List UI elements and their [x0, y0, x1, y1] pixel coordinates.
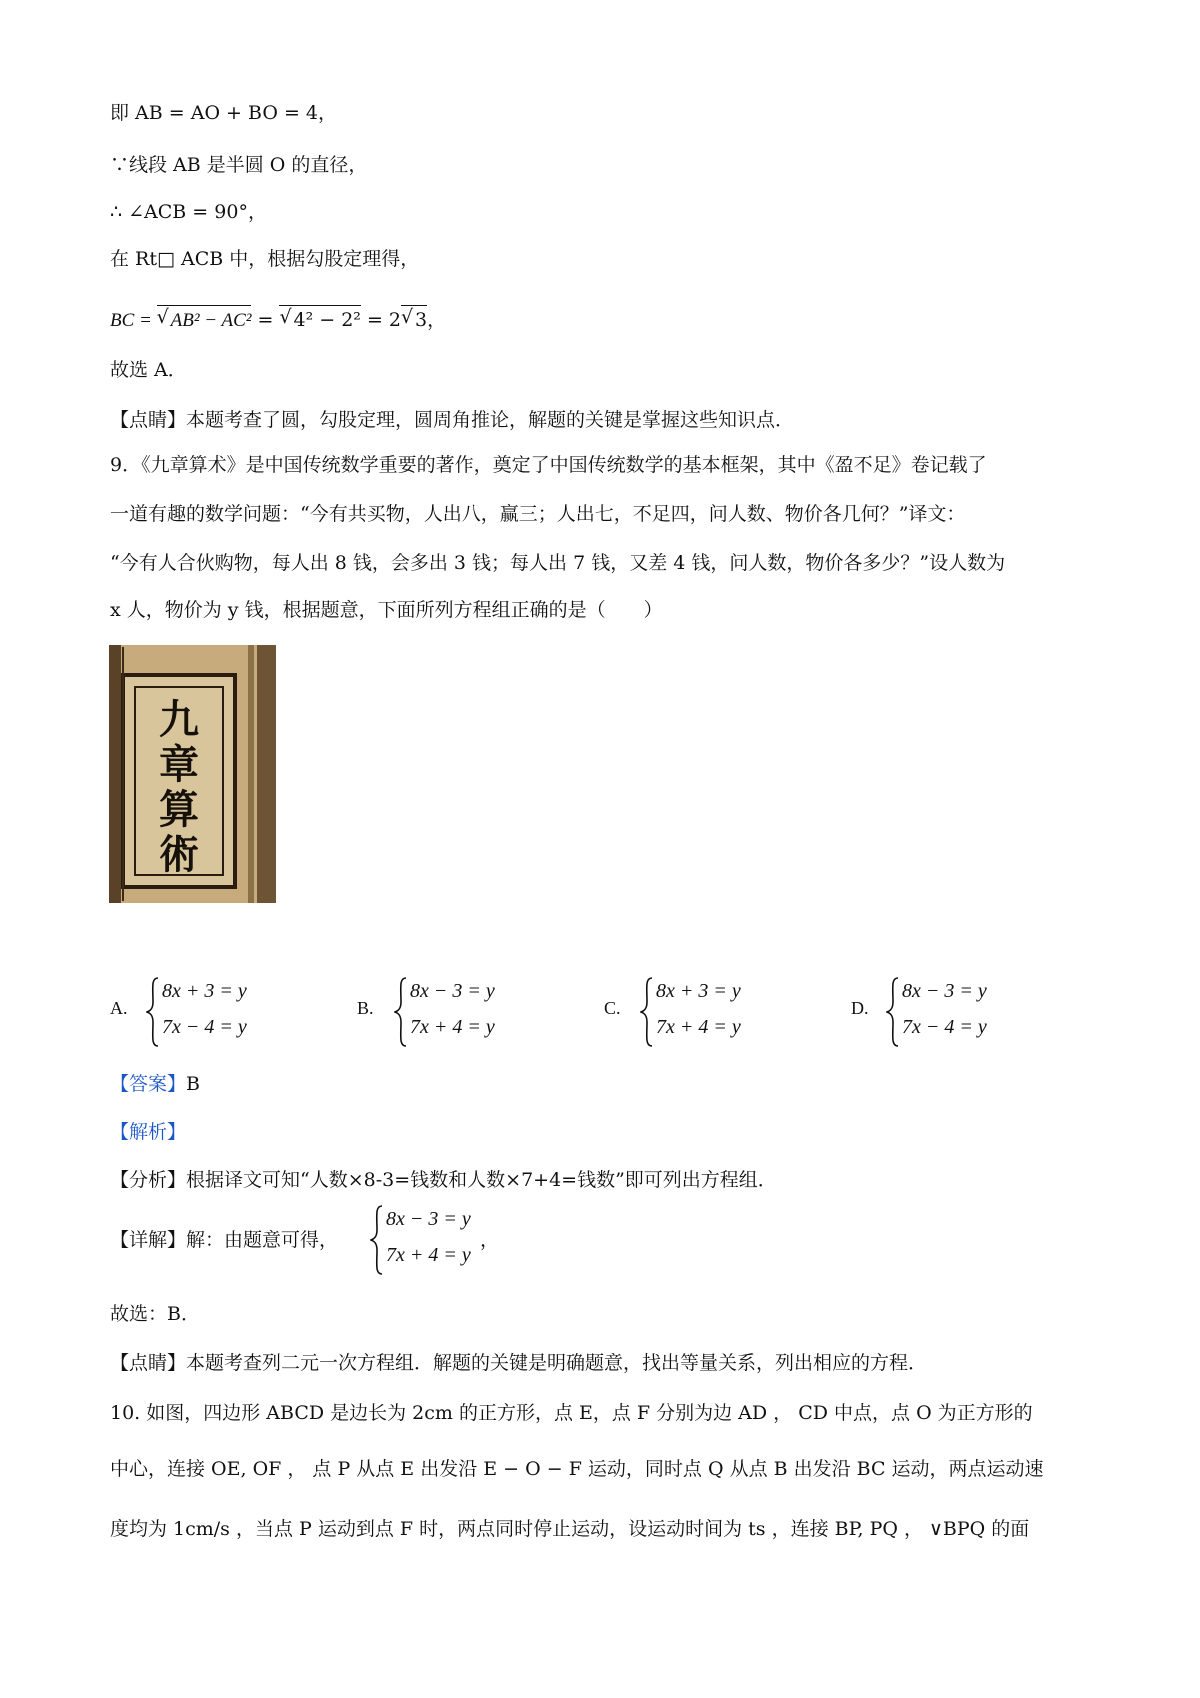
detail-eq1: 8x − 3 = y: [386, 1208, 471, 1230]
option-b-eq1: 8x − 3 = y: [410, 980, 495, 1002]
radical-sign: √: [156, 306, 169, 328]
answer-tag: 【答案】: [110, 1073, 187, 1095]
sqrt-3: [401, 305, 427, 334]
q9-line-4: x 人，物价为 y 钱，根据题意，下面所列方程组正确的是（ ）: [110, 599, 663, 621]
fenxi-line: 【分析】根据译文可知“人数×8-3=钱数和人数×7+4=钱数”即可列出方程组．: [110, 1169, 777, 1191]
detail-suffix: ，: [480, 1229, 500, 1251]
sqrt-3-content: 3: [415, 309, 428, 331]
option-b-label: B.: [357, 998, 374, 1018]
option-b-eq2: 7x + 4 = y: [410, 1016, 495, 1038]
q9-choice: 故选：B．: [110, 1303, 200, 1325]
book-char-4: 術: [159, 831, 199, 878]
solution-line-2: ∵线段 AB 是半圆 O 的直径，: [110, 154, 368, 176]
formula-left: BC =: [110, 310, 157, 331]
option-b-system: [394, 976, 534, 1048]
option-a-eq1: 8x + 3 = y: [162, 980, 247, 1002]
solution-line-1: 即 AB = AO + BO = 4，: [110, 102, 337, 124]
book-char-3: 算: [159, 786, 199, 833]
radical-sign: √: [279, 306, 292, 328]
comment-prev: 【点睛】本题考查了圆，勾股定理，圆周角推论，解题的关键是掌握这些知识点．: [110, 409, 795, 431]
sqrt-2: [279, 305, 360, 334]
option-a-system: [146, 976, 286, 1048]
option-c-label: C.: [604, 998, 621, 1018]
choice-a: 故选 A．: [110, 359, 187, 381]
brace-icon: [370, 1204, 384, 1276]
option-d-eq2: 7x − 4 = y: [902, 1016, 987, 1038]
option-c-eq1: 8x + 3 = y: [656, 980, 741, 1002]
detail-eq2: 7x + 4 = y: [386, 1244, 471, 1266]
option-d-system: [886, 976, 1026, 1048]
option-d-eq1: 8x − 3 = y: [902, 980, 987, 1002]
option-a-label: A.: [110, 998, 128, 1018]
option-d-label: D.: [851, 998, 869, 1018]
book-char-1: 九: [159, 696, 199, 743]
q9-line-3: “今有人合伙购物，每人出 8 钱，会多出 3 钱；每人出 7 钱，又差 4 钱，问人数，物价各多少？”设人数为: [110, 552, 1006, 574]
option-a-eq2: 7x − 4 = y: [162, 1016, 247, 1038]
brace-icon: [886, 976, 900, 1048]
q9-line-2: 一道有趣的数学问题：“今有共买物，人出八，赢三；人出七，不足四，问人数、物价各几何？”译文：: [110, 503, 966, 525]
book-char-2: 章: [159, 741, 199, 788]
formula-right: = 2: [360, 309, 401, 331]
brace-icon: [146, 976, 160, 1048]
detail-prefix: 【详解】解：由题意可得，: [110, 1229, 339, 1251]
solution-line-3: ∴ ∠ACB = 90°，: [110, 201, 267, 223]
q9-line-1: 9．《九章算术》是中国传统数学重要的著作，奠定了中国传统数学的基本框架，其中《盈不足》卷记载了: [110, 454, 987, 476]
answer-value: B: [186, 1073, 200, 1095]
radical-sign: √: [401, 306, 414, 328]
q9-comment: 【点睛】本题考查列二元一次方程组．解题的关键是明确题意，找出等量关系，列出相应的方程．: [110, 1352, 928, 1374]
q10-line-1: 10. 如图，四边形 ABCD 是边长为 2cm 的正方形，点 E，点 F 分别为边 AD ， CD 中点，点 O 为正方形的: [110, 1402, 1033, 1424]
brace-icon: [640, 976, 654, 1048]
option-c-eq2: 7x + 4 = y: [656, 1016, 741, 1038]
sqrt-1: [157, 305, 252, 335]
pythagoras-formula: [110, 303, 446, 335]
jiuzhang-suanshu-book-image: [109, 645, 276, 903]
sqrt-1-content: AB² − AC²: [170, 310, 252, 331]
sqrt-2-content: 4² − 2²: [293, 309, 361, 331]
solution-line-4: 在 Rt□ ACB 中，根据勾股定理得，: [110, 248, 420, 270]
brace-icon: [394, 976, 408, 1048]
formula-eq: =: [251, 309, 280, 331]
formula-end: ，: [427, 309, 447, 331]
q10-line-3: 度均为 1cm/s ，当点 P 运动到点 F 时，两点同时停止运动，设运动时间为 ts ，连接 BP, PQ ， ∨BPQ 的面: [110, 1518, 1030, 1540]
analysis-tag: 【解析】: [110, 1121, 187, 1143]
q10-line-2: 中心，连接 OE, OF ， 点 P 从点 E 出发沿 E − O − F 运动，同时点 Q 从点 B 出发沿 BC 运动，两点运动速: [110, 1458, 1044, 1480]
option-c-system: [640, 976, 780, 1048]
answer-line: [110, 1070, 200, 1098]
